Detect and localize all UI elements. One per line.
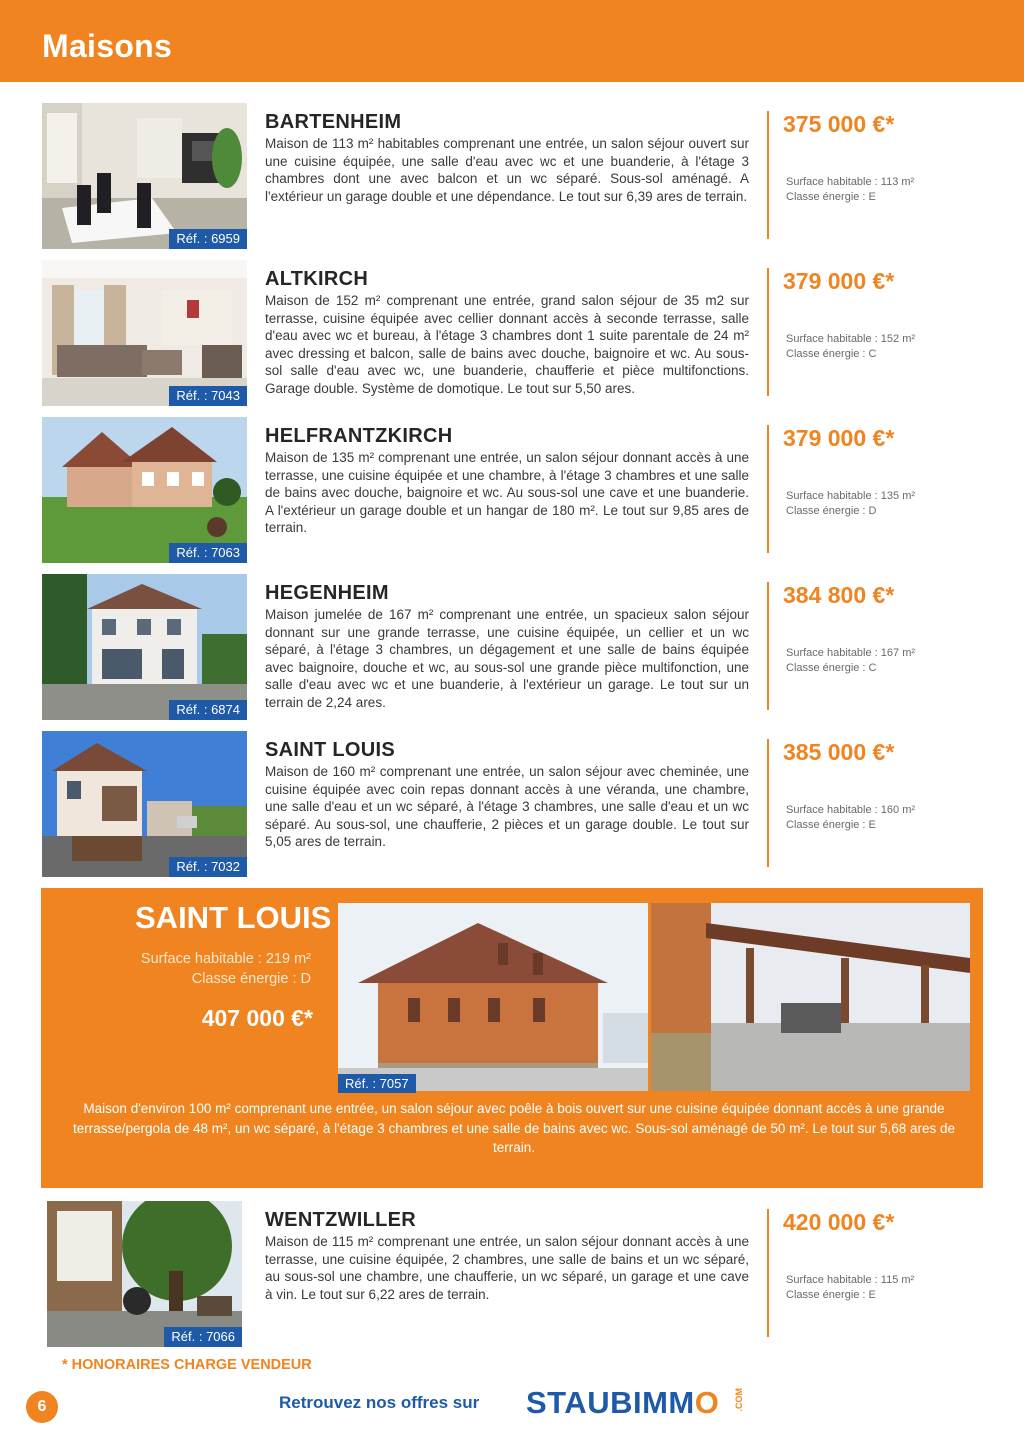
- listing-photo[interactable]: [42, 417, 247, 563]
- energy-class-label: Classe énergie : C: [786, 348, 877, 360]
- listing-price: 385 000 €*: [783, 739, 895, 765]
- price-divider: [767, 582, 769, 710]
- listing-description: Maison de 160 m² comprenant une entrée, un salon séjour avec cheminée, une cuisine équipée avec coin repas donnant accès à une véranda, une chambre, une salle d'eau et un wc séparé, à l'étage 3 chambres, une salle d'eau et un wc séparé. Au sous-sol, une chaufferie, 2 pièces et un garage double. Le tout sur 5,05 ares de terrain.: [265, 764, 749, 850]
- surface-label: Surface habitable : 160 m²: [786, 804, 916, 816]
- house-photo-icon: [42, 417, 247, 563]
- fees-note: * HONORAIRES CHARGE VENDEUR: [62, 1357, 312, 1373]
- house-photo-icon: [42, 731, 247, 877]
- featured-photo-exterior[interactable]: [338, 903, 648, 1091]
- listing-specs: [786, 332, 915, 362]
- page-title: Maisons: [42, 28, 173, 64]
- featured-listing[interactable]: [41, 888, 983, 1188]
- listing-specs: [786, 646, 915, 676]
- logo-text: STAUBIMM: [526, 1385, 695, 1420]
- listing-specs: [786, 803, 915, 833]
- house-photo-icon: [338, 903, 648, 1091]
- listing-photo[interactable]: [42, 731, 247, 877]
- energy-class-label: Classe énergie : D: [786, 505, 877, 517]
- ref-badge: Réf. : 7063: [169, 543, 247, 563]
- price-divider: [767, 268, 769, 396]
- ref-badge: Réf. : 7032: [169, 857, 247, 877]
- price-divider: [767, 425, 769, 553]
- listing-title[interactable]: WENTZWILLER: [265, 1209, 417, 1231]
- logo-com: .COM: [734, 1388, 744, 1412]
- living-room-photo-icon: [42, 260, 247, 406]
- listing-title[interactable]: HEGENHEIM: [265, 582, 389, 604]
- garden-photo-icon: [47, 1201, 242, 1347]
- listing-card[interactable]: [0, 731, 1024, 877]
- listing-specs: [786, 489, 915, 519]
- featured-title[interactable]: SAINT LOUIS: [135, 900, 332, 935]
- listing-photo[interactable]: [42, 574, 247, 720]
- listing-title[interactable]: ALTKIRCH: [265, 268, 369, 290]
- featured-price: 407 000 €*: [201, 1005, 313, 1031]
- listing-description: Maison de 115 m² comprenant une entrée, un salon séjour donnant accès à une terrasse, une cuisine équipée, 2 chambres, une salle de bains et un wc séparé, au sous-sol une chambre, une chaufferie, un wc séparé, un garage et une cave à vin. Le tout sur 6,22 ares de terrain.: [265, 1234, 749, 1302]
- pergola-photo-icon: [651, 903, 970, 1091]
- energy-class-label: Classe énergie : D: [191, 971, 311, 987]
- featured-photo-pergola[interactable]: [651, 903, 970, 1091]
- listing-card[interactable]: [0, 1201, 1024, 1347]
- listing-price: 384 800 €*: [783, 582, 895, 608]
- listing-photo[interactable]: [42, 260, 247, 406]
- listing-title[interactable]: HELFRANTZKIRCH: [265, 425, 453, 447]
- listing-price: 379 000 €*: [783, 268, 895, 294]
- price-divider: [767, 739, 769, 867]
- listing-price: 379 000 €*: [783, 425, 895, 451]
- listing-title[interactable]: BARTENHEIM: [265, 111, 402, 133]
- energy-class-label: Classe énergie : E: [786, 1289, 876, 1301]
- listing-card[interactable]: [0, 574, 1024, 720]
- featured-specs: [141, 949, 311, 989]
- staubimmo-logo[interactable]: [526, 1385, 719, 1421]
- listing-card[interactable]: [0, 103, 1024, 249]
- energy-class-label: Classe énergie : E: [786, 819, 876, 831]
- ref-badge: Réf. : 7066: [164, 1327, 242, 1347]
- listing-card[interactable]: [0, 417, 1024, 563]
- house-photo-icon: [42, 574, 247, 720]
- listing-card[interactable]: [0, 260, 1024, 406]
- ref-badge: Réf. : 7057: [338, 1074, 416, 1093]
- logo-o-mark: O: [694, 1385, 720, 1420]
- website-prompt: Retrouvez nos offres sur: [279, 1393, 480, 1412]
- ref-badge: Réf. : 7043: [169, 386, 247, 406]
- price-divider: [767, 1209, 769, 1337]
- energy-class-label: Classe énergie : C: [786, 662, 877, 674]
- surface-label: Surface habitable : 152 m²: [786, 333, 916, 345]
- surface-label: Surface habitable : 219 m²: [140, 951, 311, 967]
- listing-description: Maison jumelée de 167 m² comprenant une entrée, un spacieux salon séjour donnant sur une grande terrasse, une cuisine équipée, un cellier et un wc séparé, à l'étage 3 chambres, un dégagement et une salle de bains équipée avec baignoire, douche et wc, au sous-sol une grande pièce multifonction, une salle d'eau avec wc et une buanderie, à l'extérieur un garage. Le tout sur un terrain de 2,24 ares.: [265, 607, 749, 710]
- surface-label: Surface habitable : 167 m²: [786, 647, 916, 659]
- listing-photo[interactable]: [47, 1201, 242, 1347]
- listing-description: Maison de 152 m² comprenant une entrée, grand salon séjour de 35 m2 sur terrasse, cuisine équipée avec cellier donnant accès à seconde terrasse, salle d'eau avec wc et bureau, à l'étage 3 chambres dont 1 suite parentale de 24 m² avec dressing et balcon, salle de bains avec douche, baignoire et wc. Au sous-sol salle d'eau avec wc, une buanderie, chaufferie et pièce multifonctions. Garage double. Système de domotique. Le tout sur 5,50 ares.: [265, 293, 749, 396]
- price-divider: [767, 111, 769, 239]
- listing-specs: [786, 1273, 914, 1303]
- listing-price: 375 000 €*: [783, 111, 895, 137]
- surface-label: Surface habitable : 113 m²: [786, 176, 915, 188]
- page-number: 6: [26, 1391, 58, 1423]
- listing-title[interactable]: SAINT LOUIS: [265, 739, 395, 761]
- energy-class-label: Classe énergie : E: [786, 191, 876, 203]
- ref-badge: Réf. : 6959: [169, 229, 247, 249]
- listing-price: 420 000 €*: [783, 1209, 895, 1235]
- surface-label: Surface habitable : 115 m²: [786, 1274, 915, 1286]
- interior-photo-icon: [42, 103, 247, 249]
- listing-photo[interactable]: [42, 103, 247, 249]
- listing-description: Maison de 113 m² habitables comprenant une entrée, un salon séjour ouvert sur une cuisine équipée, une salle d'eau avec wc et une buanderie, à l'étage 3 chambres dont une avec balcon et un wc séparé. Sous-sol aménagé. A l'extérieur un garage double et une dépendance. Le tout sur 6,39 ares de terrain.: [265, 136, 749, 204]
- surface-label: Surface habitable : 135 m²: [786, 490, 916, 502]
- ref-badge: Réf. : 6874: [169, 700, 247, 720]
- listing-specs: [786, 175, 914, 205]
- listing-description: Maison de 135 m² comprenant une entrée, un salon séjour donnant accès à une terrasse, une cuisine équipée et une chambre, à l'étage 3 chambres et une salle de bains avec douche, baignoire et wc. Au sous-sol une cave et une buanderie. A l'extérieur un garage double et un hangar de 180 m². Le tout sur 9,85 ares de terrain.: [265, 450, 749, 536]
- featured-description: Maison d'environ 100 m² comprenant une entrée, un salon séjour avec poêle à bois ouvert sur une cuisine équipée donnant accès à une grande terrasse/pergola de 48 m², un wc séparé, à l'étage 3 chambres et une salle de bains avec wc. Sous-sol aménagé de 50 m². Le tout sur 5,68 ares de terrain.: [72, 1101, 956, 1155]
- page-header: [0, 0, 1024, 82]
